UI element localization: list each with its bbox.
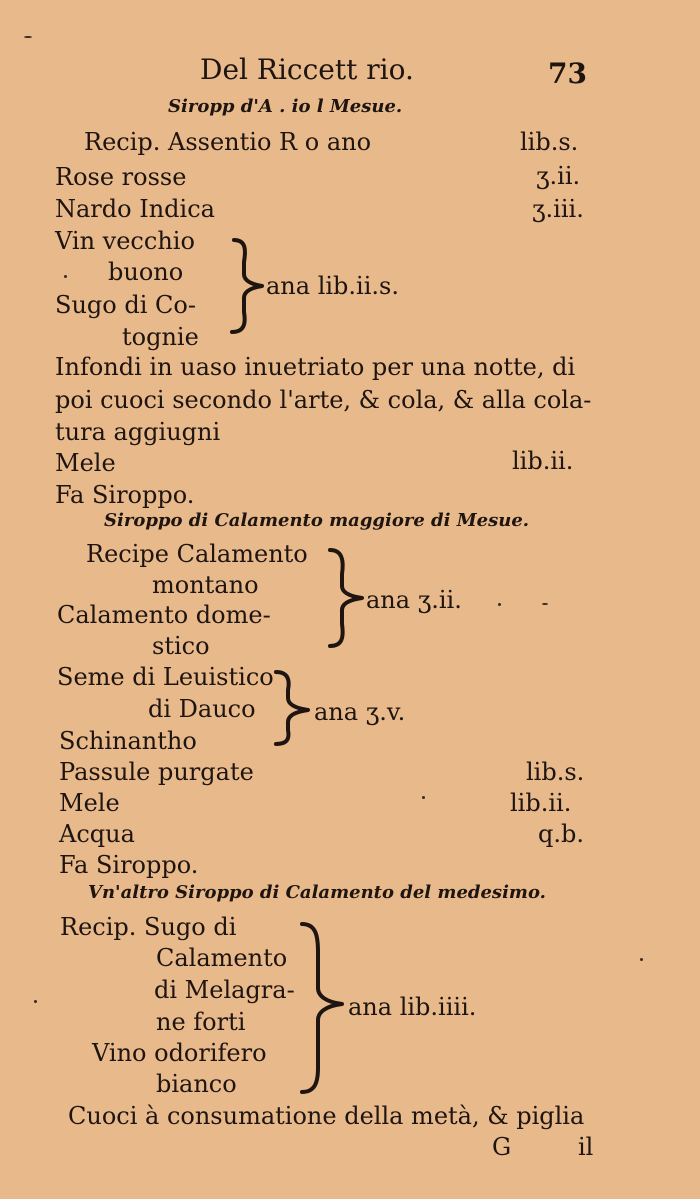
ink-speck [64,275,67,278]
ink-speck [24,36,32,38]
quantity: lib.ii. [512,447,574,475]
running-title: Del Riccett rio. [200,53,414,86]
quantity: ana ʒ.v. [314,698,406,726]
section-heading-1: Siropp d'A . io l Mesue. [168,96,403,117]
section-heading-3: Vn'altro Siroppo di Calamento del medesimo. [88,882,546,903]
recipe-line: Nardo Indica [55,195,215,223]
recipe-line: Seme di Leuistico [57,663,274,691]
ink-speck [498,603,501,606]
quantity: ana ʒ.ii. [366,586,462,614]
ink-speck [422,796,425,799]
recipe-line: montano [152,571,259,599]
recipe-line: Vino odorifero [92,1039,267,1067]
page-number: 73 [548,57,587,90]
ink-speck [542,603,548,605]
signature-mark: G [492,1133,512,1161]
recipe-line: stico [152,632,210,660]
text-line: Cuoci à consumatione della metà, & piglia [68,1102,585,1130]
recipe-line: Calamento [156,944,288,972]
recipe-line: tognie [122,323,199,351]
quantity: lib.s. [526,758,585,786]
recipe-line: Sugo di Co- [55,291,196,319]
quantity: lib.ii. [510,789,572,817]
brace [298,918,346,1098]
recipe-line: Passule purgate [59,758,254,786]
quantity: ana lib.ii.s. [266,272,399,300]
recipe-line: di Dauco [148,695,256,723]
recipe-line: Vin vecchio [55,227,195,255]
ink-speck [640,958,643,961]
recipe-line: ne forti [156,1008,246,1036]
recipe-line: di Melagra- [154,976,295,1004]
brace [326,546,366,650]
recipe-line: Calamento dome- [57,601,271,629]
text-line: Infondi in uaso inuetriato per una notte, di [55,353,576,381]
text-line: Fa Siroppo. [55,481,195,509]
quantity: lib.s. [520,128,579,156]
quantity: ana lib.iiii. [348,993,477,1021]
recipe-line: bianco [156,1070,237,1098]
recipe-line: Schinantho [59,727,197,755]
recipe-line: Mele [55,449,116,477]
recipe-line: buono [108,258,184,286]
recipe-line: Rose rosse [55,163,187,191]
brace [226,236,266,336]
ink-speck [34,1000,37,1003]
quantity: ʒ.ii. [536,162,581,190]
quantity: ʒ.iii. [532,195,584,223]
text-line: tura aggiugni [55,418,221,446]
quantity: q.b. [538,820,584,848]
text-line: poi cuoci secondo l'arte, & cola, & alla cola- [55,386,592,414]
text-line: Fa Siroppo. [59,851,199,879]
catchword: il [578,1133,594,1161]
brace [272,668,312,748]
recipe-line: Recipe Calamento [86,540,308,568]
section-heading-2: Siroppo di Calamento maggiore di Mesue. [104,510,530,531]
recipe-line: Recip. Assentio R o ano [84,128,372,156]
recipe-line: Acqua [59,820,135,848]
recipe-line: Mele [59,789,120,817]
recipe-line: Recip. Sugo di [60,913,237,941]
